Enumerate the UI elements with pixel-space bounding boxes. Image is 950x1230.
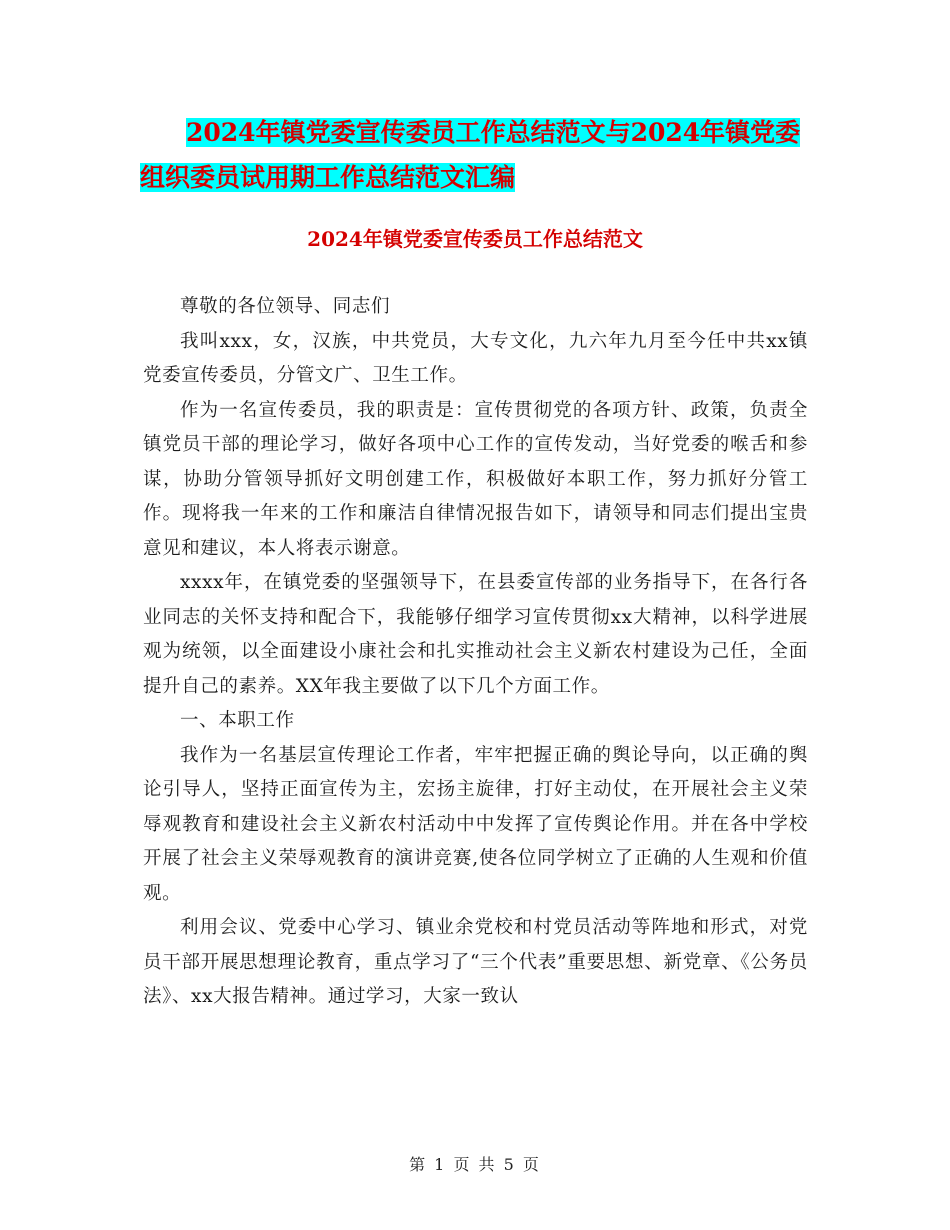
document-body <box>143 290 808 1015</box>
title-line-1: 2024年镇党委宣传委员工作总结范文与2024年镇党委 <box>186 118 801 147</box>
title-line-2: 组织委员试用期工作总结范文汇编 <box>140 163 516 192</box>
salutation: 尊敬的各位领导、同志们 <box>180 296 391 317</box>
paragraph: xxxx年，在镇党委的坚强领导下，在县委宣传部的业务指导下，在各行各业同志的关怀支持和配合下，我能够仔细学习宣传贯彻xx大精神，以科学进展观为统领，以全面建设小康社会和扎实推动社会主义新农村建设为己任，全面提升自己的素养。XX年我主要做了以下几个方面工作。 <box>143 572 808 697</box>
page-footer: 第 1 页 共 5 页 <box>409 1155 541 1174</box>
paragraph: 作为一名宣传委员，我的职责是：宣传贯彻党的各项方针、政策，负责全镇党员干部的理论学习，做好各项中心工作的宣传发动，当好党委的喉舌和参谋，协助分管领导抓好文明创建工作，积极做好本职工作，努力抓好分管工作。现将我一年来的工作和廉洁自律情况报告如下，请领导和同志们提出宝贵意见和建议，本人将表示谢意。 <box>143 399 808 559</box>
paragraph: 我作为一名基层宣传理论工作者，牢牢把握正确的舆论导向，以正确的舆论引导人，坚持正面宣传为主，宏扬主旋律，打好主动仗，在开展社会主义荣辱观教育和建设社会主义新农村活动中中发挥了宣传舆论作用。并在各中学校开展了社会主义荣辱观教育的演讲竞赛,使各位同学树立了正确的人生观和价值观。 <box>143 744 808 904</box>
paragraph: 我叫xxx，女，汉族，中共党员，大专文化，九六年九月至今任中共xx镇党委宣传委员，分管文广、卫生工作。 <box>143 330 808 386</box>
subheading: 一、本职工作 <box>180 710 295 731</box>
section-title: 2024年镇党委宣传委员工作总结范文 <box>307 227 643 251</box>
paragraph: 利用会议、党委中心学习、镇业余党校和村党员活动等阵地和形式，对党员干部开展思想理论教育，重点学习了“三个代表”重要思想、新党章、《公务员法》、xx大报告精神。通过学习，大家一致认 <box>143 917 808 1007</box>
document-title <box>140 110 820 200</box>
